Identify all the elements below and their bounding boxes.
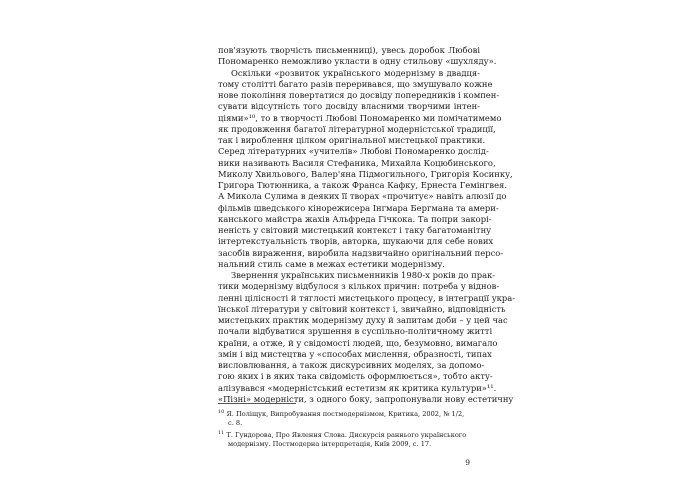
text-line: мистецьких практик модернізму духу й запитам доби – у цей час <box>218 315 508 325</box>
text-line: країни, а отже, й у свідомості людей, що, безумовно, вимагало <box>218 337 498 348</box>
text-line: фільмів шведського кінорежисера Інгмара Бергмана та амери- <box>218 202 499 213</box>
text-line: алізувався «модерністський естетизм як критика культури»¹¹. <box>218 382 497 393</box>
text-line: почали відбуватися зрушення в суспільно-політичному житті <box>218 326 493 337</box>
text-line: «Пізні» модерністи, з одного боку, запропонували нову естетичну <box>218 393 514 404</box>
text-line: нове покоління повертатися до досвіду попередників і компен- <box>218 90 500 100</box>
text-line: А Микола Сулима в деяких її творах «прочитує» навіть алюзії до <box>218 191 507 202</box>
body-text <box>218 45 516 405</box>
text-line: інтертекстуальність творів, авторка, шукаючи для себе нових <box>218 236 494 247</box>
text-line: пов'язують творчість письменниці), увесь доробок Любові <box>218 45 480 55</box>
text-line: Пономаренко неможливо укласти в одну стильову «шухляду». <box>218 56 497 67</box>
text-line: засобів вираження, виробила надзвичайно оригінальний персо- <box>218 247 504 258</box>
text-line: змін і від мистецтва у «способах мислення, образності, типах <box>218 348 492 359</box>
text-line: ники називають Василя Стефаника, Михайла Коцюбинського, <box>218 157 496 168</box>
text-line: Серед літературних «учителів» Любові Пономаренко дослід- <box>218 146 489 157</box>
footnote-number: 11 <box>218 429 225 436</box>
text-line: їнської літератури у світовий контекст і, звичайно, відповідність <box>218 303 506 314</box>
text-line: Оскільки «розвиток українського модернізму в двадця- <box>231 67 480 78</box>
footnote-text: Т. Гундорова, Про Явлення Слова. Дискурсія раннього українського <box>226 430 467 439</box>
text-line: нальний стиль саме в межах естетики модернізму. <box>218 258 445 269</box>
text-line: гою яких і в яких така свідомість оформлюється», тобто акту- <box>218 371 493 382</box>
text-line: тики модернізму відбулося з кількох причин: потреба у віднов- <box>218 281 500 292</box>
footnote-number: 10 <box>218 408 225 415</box>
footnotes <box>218 410 480 452</box>
footnote-11 <box>218 431 480 450</box>
footnote-divider <box>218 403 296 404</box>
text-line: сувати відсутність того досвіду власними творчими інтен- <box>218 101 480 112</box>
footnote-text: модернізму. Постмодерна інтерпретація, Київ 2009, с. 17. <box>228 440 432 449</box>
text-line: Григора Тютюнника, а також Франса Кафку, Ернеста Гемінгвея. <box>218 180 507 190</box>
page-number: 9 <box>465 458 470 467</box>
footnote-text: с. 8. <box>228 419 243 428</box>
text-line: канського майстра жахів Альфреда Гічкока. Та попри закорі- <box>218 213 492 224</box>
text-line: як продовження багатої літературної модерністської традиції, <box>218 123 496 134</box>
text-line: так і вироблення цілком оригінальної мистецької практики. <box>218 135 486 145</box>
text-line: тому столітті багато разів переривався, що змушувало кожне <box>218 78 493 89</box>
text-line: висловлювання, а також дискурсивних моделях, за допомо- <box>218 360 485 370</box>
text-line: ленні цілісності й тяглості мистецького процесу, в інтеграції укра- <box>218 292 516 303</box>
footnote-10 <box>218 410 480 429</box>
text-line: Миколу Хвильового, Валер'яна Підмогильного, Григорія Косинку, <box>218 168 513 179</box>
text-line: ціями»¹⁰, то в творчості Любові Пономаренко ми помічатимемо <box>218 112 502 123</box>
footnote-text: Я. Поліщук, Випробування постмодернізмом, Критика, 2002, № 1/2, <box>226 410 465 418</box>
text-line: неність у світовий мистецький контекст і таку багатоманітну <box>218 225 492 235</box>
text-line: Звернення українських письменників 1980-х років до прак- <box>231 270 496 280</box>
